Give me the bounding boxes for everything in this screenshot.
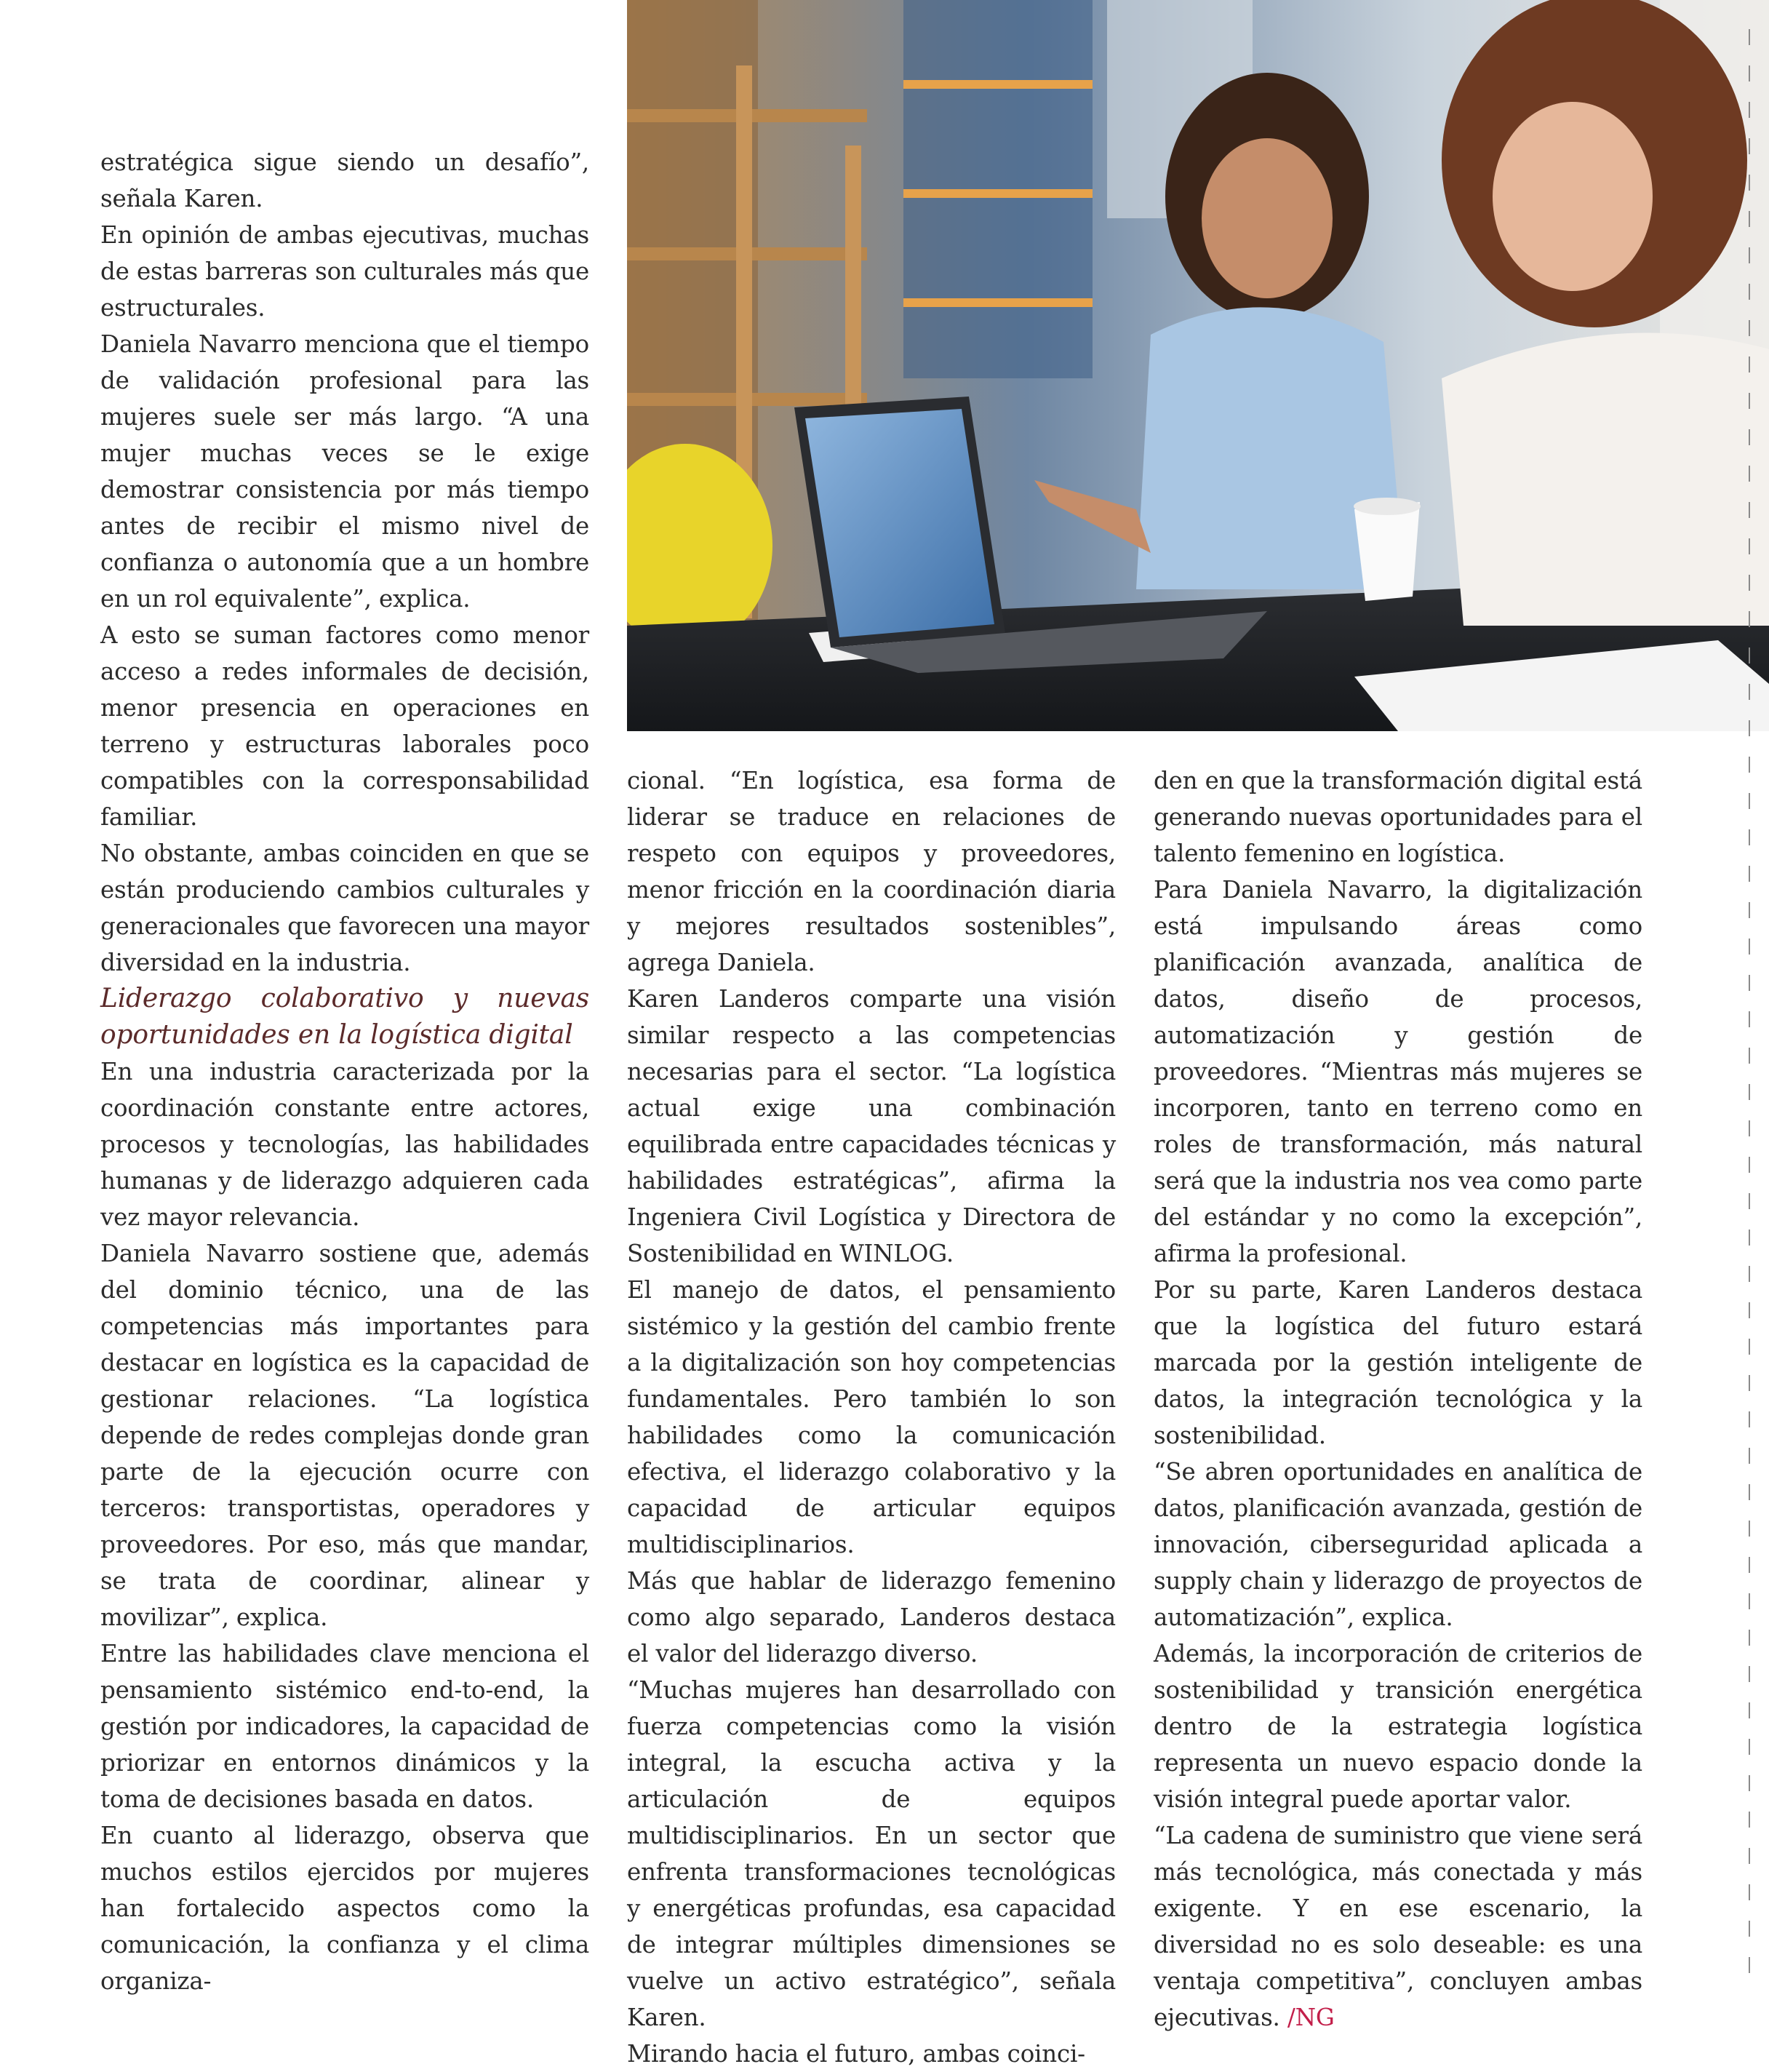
paragraph: En cuanto al liderazgo, observa que muchos estilos ejercidos por mujeres han fortalecido aspectos como la comunicación, la confianza y el clima organiza- — [100, 1822, 589, 1995]
paragraph — [1154, 1817, 1642, 2036]
photo-two-women-laptop-warehouse-icon — [627, 0, 1769, 731]
paragraph: Más que hablar de liderazgo femenino como algo separado, Landeros destaca el valor del liderazgo diverso. — [627, 1567, 1116, 1667]
paragraph: Karen Landeros comparte una visión similar respecto a las competencias necesarias para el sector. “La logística actual exige una combinación equilibrada entre capacidades técnicas y habilidades estratégicas”, afirma la Ingeniera Civil Logística y Directora de Sostenibilidad en WINLOG. — [627, 985, 1116, 1267]
paragraph: “Se abren oportunidades en analítica de datos, planificación avanzada, gestión de innovación, ciberseguridad aplicada a supply chain y liderazgo de proyectos de automatización”, explica. — [1154, 1458, 1642, 1631]
paragraph: El manejo de datos, el pensamiento sistémico y la gestión del cambio frente a la digitalización son hoy competencias fundamentales. Pero también lo son habilidades como la comunicación efectiva, el liderazgo colaborativo y la capacidad de articular equipos multidisciplinarios. — [627, 1276, 1116, 1558]
paragraph: Para Daniela Navarro, la digitalización está impulsando áreas como planificación avanzada, analítica de datos, diseño de procesos, automatización y gestión de proveedores. “Mientras más mujeres se incorporen, tanto en terreno como en roles de transformación, más natural será que la industria nos vea como parte del estándar y no como la excepción”, afirma la profesional. — [1154, 876, 1642, 1267]
paragraph: Daniela Navarro menciona que el tiempo de validación profesional para las mujeres suele ser más largo. “A una mujer muchas veces se le exige demostrar consistencia por más tiempo antes de recibir el mismo nivel de confianza o autonomía que a un hombre en un rol equivalente”, explica. — [100, 330, 589, 613]
article-column-2 — [627, 762, 1116, 2072]
paragraph: Además, la incorporación de criterios de sostenibilidad y transición energética dentro de la estrategia logística representa un nuevo espacio donde la visión integral puede aportar valor. — [1154, 1640, 1642, 1813]
paragraph: “Muchas mujeres han desarrollado con fuerza competencias como la visión integral, la escucha activa y la articulación de equipos multidisciplinarios. En un sector que enfrenta transformaciones tecnológicas y energéticas profundas, esa capacidad de integrar múltiples dimensiones se vuelve un activo estratégico”, señala Karen. — [627, 1676, 1116, 2031]
paragraph: A esto se suman factores como menor acceso a redes informales de decisión, menor presencia en operaciones en terreno y estructuras laborales poco compatibles con la corresponsabilidad familiar. — [100, 621, 589, 831]
paragraph: Daniela Navarro sostiene que, además del dominio técnico, una de las competencias más importantes para destacar en logística es la capacidad de gestionar relaciones. “La logística depende de redes complejas donde gran parte de la ejecución ocurre con terceros: transportistas, operadores y proveedores. Por eso, más que mandar, se trata de coordinar, alinear y movilizar”, explica. — [100, 1240, 589, 1631]
paragraph: cional. “En logística, esa forma de liderar se traduce en relaciones de respeto con equipos y proveedores, menor fricción en la coordinación diaria y mejores resultados sostenibles”, agrega Daniela. — [627, 767, 1116, 976]
paragraph: Por su parte, Karen Landeros destaca que la logística del futuro estará marcada por la gestión inteligente de datos, la integración tecnológica y la sostenibilidad. — [1154, 1276, 1642, 1449]
article-column-1 — [100, 144, 589, 1999]
section-subheading: Liderazgo colaborativo y nuevas oportunidades en la logística digital — [100, 984, 589, 1050]
paragraph: den en que la transformación digital está generando nuevas oportunidades para el talento femenino en logística. — [1154, 767, 1642, 867]
margin-ruler — [1746, 0, 1753, 2014]
closing-quote-text: “La cadena de suministro que viene será más tecnológica, más conectada y más exigente. Y en ese escenario, la diversidad no es solo deseable: es una ventaja competitiva”, concluyen ambas ejecutivas. — [1154, 1822, 1642, 2031]
paragraph: No obstante, ambas coinciden en que se están produciendo cambios culturales y generacionales que favorecen una mayor diversidad en la industria. — [100, 840, 589, 976]
ruler-ticks — [1746, 0, 1753, 2014]
paragraph: estratégica sigue siendo un desafío”, señala Karen. — [100, 148, 589, 212]
paragraph: En una industria caracterizada por la coordinación constante entre actores, procesos y tecnologías, las habilidades humanas y de liderazgo adquieren cada vez mayor relevancia. — [100, 1058, 589, 1231]
author-signature: /NG — [1287, 2004, 1335, 2031]
paragraph: Entre las habilidades clave menciona el pensamiento sistémico end-to-end, la gestión por indicadores, la capacidad de priorizar en entornos dinámicos y la toma de decisiones basada en datos. — [100, 1640, 589, 1813]
article-column-3 — [1154, 762, 1642, 2036]
article-photo — [627, 0, 1769, 731]
paragraph: Mirando hacia el futuro, ambas coinci- — [627, 2040, 1085, 2068]
paragraph: En opinión de ambas ejecutivas, muchas de estas barreras son culturales más que estructurales. — [100, 221, 589, 322]
